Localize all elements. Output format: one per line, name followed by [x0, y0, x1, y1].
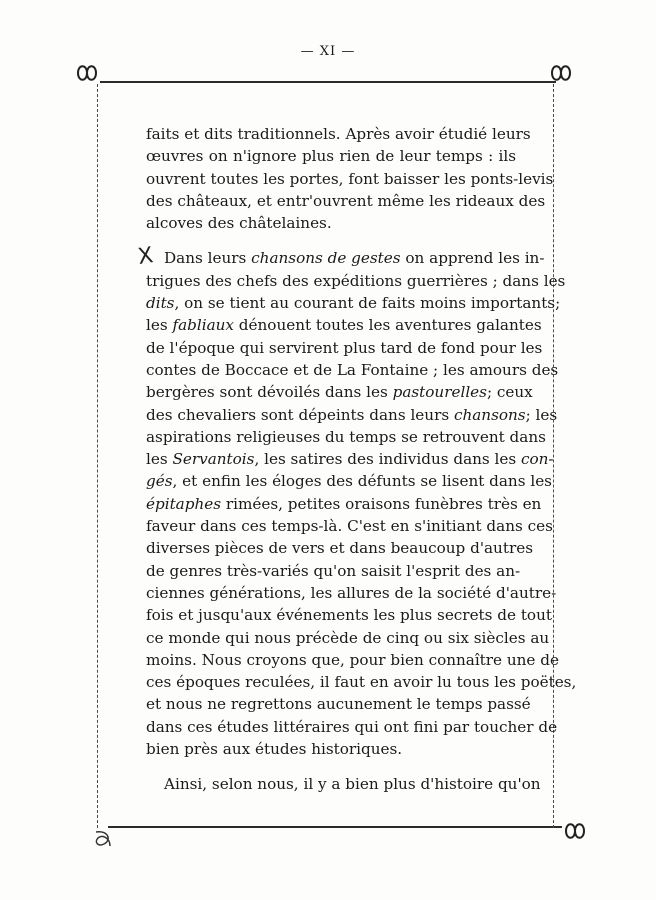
corner-flourish-icon: [562, 818, 588, 844]
paragraph-1: [146, 123, 554, 234]
text-line: diverses pièces de vers et dans beaucoup d'autres: [146, 539, 533, 558]
italic-term: chansons: [453, 405, 526, 424]
text-line: de l'époque qui servirent plus tard de fond pour les: [146, 338, 543, 357]
text-line: bien près aux études historiques.: [146, 740, 403, 759]
italic-term: gés: [146, 472, 173, 491]
italic-term: dits: [146, 294, 175, 313]
italic-term: con-: [521, 450, 554, 469]
text-line: Dans leurs chansons de gestes on apprend les in-: [164, 249, 545, 268]
corner-flourish-icon: [74, 60, 100, 86]
italic-term: fabliaux: [172, 316, 234, 335]
paragraph-2: [146, 247, 577, 760]
text-line: de genres très-variés qu'on saisit l'esprit des an-: [146, 561, 521, 580]
text-line: dans ces études littéraires qui ont fini par toucher de: [146, 717, 558, 736]
text-line: des châteaux, et entr'ouvrent même les rideaux des: [146, 191, 546, 210]
text-line: faveur dans ces temps-là. C'est en s'initiant dans ces: [146, 517, 553, 536]
text-line: bergères sont dévoilés dans les pastourelles; ceux: [146, 383, 533, 402]
text-line: ces époques reculées, il faut en avoir lu tous les poëtes,: [146, 673, 577, 692]
text-line: des chevaliers sont dépeints dans leurs chansons; les: [146, 405, 558, 424]
body-text: [146, 123, 577, 796]
frame-bottom-rule: [108, 826, 562, 828]
text-line: ce monde qui nous précède de cinq ou six siècles au: [146, 628, 550, 647]
text-line: les Servantois, les satires des individus dans les con-: [146, 450, 554, 469]
corner-flourish-icon: [90, 826, 116, 852]
italic-term: épitaphes: [146, 494, 222, 513]
text-line: contes de Boccace et de La Fontaine ; les amours des: [146, 360, 559, 379]
text-line: faits et dits traditionnels. Après avoir étudié leurs: [146, 125, 531, 143]
frame-left-rule: [97, 84, 98, 828]
text-line: et nous ne regrettons aucunement le temps passé: [146, 695, 531, 714]
text-line: Ainsi, selon nous, il y a bien plus d'histoire qu'on: [164, 775, 541, 794]
text-line: aspirations religieuses du temps se retrouvent dans: [146, 427, 546, 446]
italic-term: Servantois: [172, 450, 255, 469]
italic-term: pastourelles: [392, 383, 487, 402]
frame-top-rule: [100, 81, 556, 83]
text-line: moins. Nous croyons que, pour bien connaître une de: [146, 650, 559, 669]
paragraph-3: [146, 773, 541, 795]
margin-x-mark: X: [136, 243, 155, 270]
text-line: gés, et enfin les éloges des défunts se lisent dans les: [146, 472, 552, 491]
text-line: fois et jusqu'aux événements les plus secrets de tout: [146, 606, 552, 625]
text-line: les fabliaux dénouent toutes les aventures galantes: [146, 316, 542, 335]
text-line: alcoves des châtelaines.: [146, 214, 332, 233]
italic-term: chansons de gestes: [251, 249, 401, 268]
text-line: ouvrent toutes les portes, font baisser les ponts-levis: [146, 169, 554, 188]
text-line: épitaphes rimées, petites oraisons funèbres très en: [146, 494, 542, 513]
text-line: œuvres on n'ignore plus rien de leur temps : ils: [146, 147, 516, 166]
text-line: ciennes générations, les allures de la société d'autre-: [146, 583, 557, 602]
text-line: dits, on se tient au courant de faits moins importants;: [146, 294, 561, 313]
text-line: trigues des chefs des expéditions guerrières ; dans les: [146, 271, 566, 290]
page-number: — XI —: [300, 44, 356, 59]
corner-flourish-icon: [548, 60, 574, 86]
